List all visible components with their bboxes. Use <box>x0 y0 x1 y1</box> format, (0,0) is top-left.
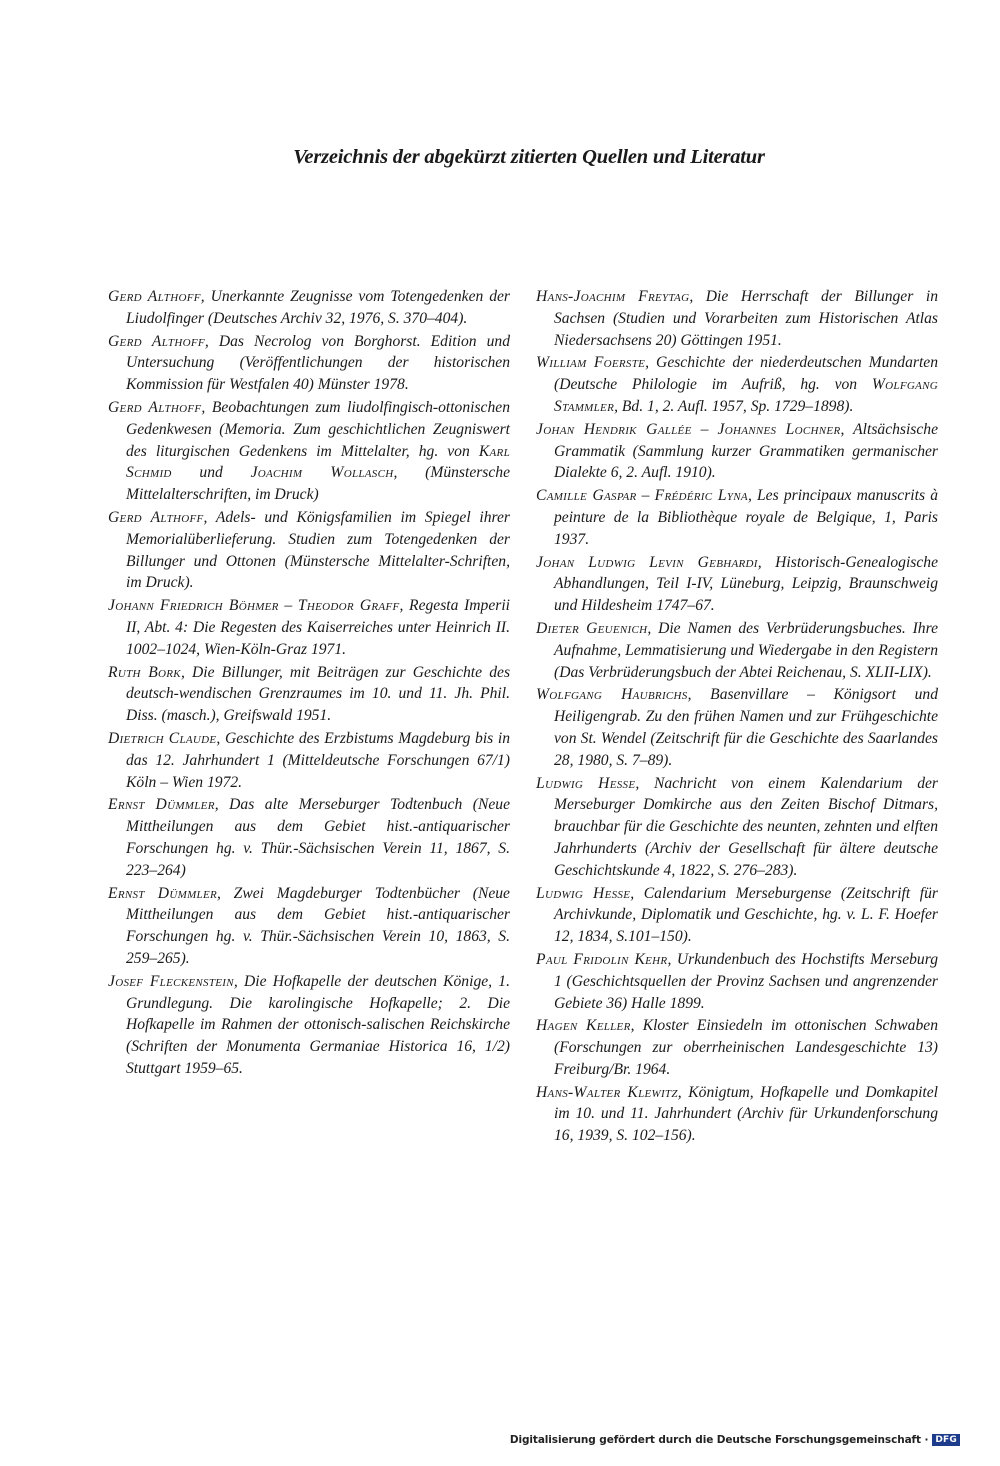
entry-text: , Kloster Einsiedeln im ottonischen Schwaben (Forschungen zur oberrheinischen Landesgeschichte 13) Freiburg/Br. 1964. <box>554 1017 938 1078</box>
entry-text: , Geschichte des Erzbistums Magdeburg bis in das 12. Jahrhundert 1 (Mitteldeutsche Forschungen 67/1) Köln – Wien 1972. <box>126 729 510 791</box>
entry-text: , Les principaux manuscrits à peinture de la Bibliothèque royale de Belgique, 1, Paris 1937. <box>554 487 938 548</box>
entry-coauthor: Theodor Graff <box>297 597 400 615</box>
entry-text: , Nachricht von einem Kalendarium der Merseburger Domkirche aus den Zeiten Bischof Ditmars, brauchbar für die Geschichte des neunten, zehnten und elften Jahrhunderts (Archiv der Gesellschaft für ältere deutsche Geschichtskunde 4, 1822, S. 276–283). <box>554 774 938 879</box>
entry-author: Dietrich Claude <box>108 729 217 747</box>
entry-text: , Adels- und Königsfamilien im Spiegel ihrer Memorialüberlieferung. Studien zum Totengedenken der Billunger und Ottonen (Münstersche Mittelalter-Schriften, im Druck). <box>126 508 510 592</box>
entry-author: Wolfgang Haubrichs <box>536 686 688 704</box>
entry-author: Camille Gaspar <box>536 487 637 505</box>
page-title: Verzeichnis der abgekürzt zitierten Quellen und Literatur <box>293 146 765 168</box>
entry-author: Josef Fleckenstein <box>108 972 234 990</box>
entry-author: Ruth Bork <box>108 663 181 681</box>
entry-coauthor: Johannes Lochner <box>717 420 841 438</box>
bibliography-entry <box>108 507 510 594</box>
entry-text: , Beobachtungen zum liudolfingisch-ottonischen Gedenkwesen (Memoria. Zum geschichtlichen Zeugniswert des liturgischen Gedenkens im Mittelalter, hg. von <box>126 398 510 460</box>
entry-author: Gerd Althoff <box>108 398 202 416</box>
entry-text: , Die Namen des Verbrüderungsbuches. Ihre Aufnahme, Lemmatisierung und Wiedergabe in den Registern (Das Verbrüderungsbuch der Abtei Reichenau, S. XLII-LIX). <box>554 619 938 681</box>
bibliography-entry <box>108 728 510 793</box>
entry-text: , Die Hofkapelle der deutschen Könige, 1. Grundlegung. Die karolingische Hofkapelle; 2. Die Hofkapelle im Rahmen der ottonisch-salischen Reichskirche (Schriften der Monumenta Germaniae Historica 16, 1/2) Stuttgart 1959–65. <box>126 972 511 1077</box>
entry-author: Ludwig Hesse <box>536 774 636 792</box>
bibliography-entry <box>536 552 938 617</box>
bibliography-entry <box>536 485 938 550</box>
entry-editor: Wolfgang Stammler <box>554 376 938 415</box>
bibliography-entry <box>536 684 938 771</box>
entry-coauthor: Frédéric Lyna <box>654 487 748 505</box>
entry-author: Gerd Althoff <box>108 332 205 350</box>
entry-author: Ernst Dümmler <box>108 796 215 814</box>
bibliography-entry <box>108 595 510 660</box>
entry-author: Johann Friedrich Böhmer <box>108 597 279 615</box>
bibliography-column-left <box>108 286 510 1081</box>
digitization-footer <box>510 1434 960 1446</box>
bibliography-entry <box>536 286 938 351</box>
entry-text: , Die Billunger, mit Beiträgen zur Geschichte des deutsch-wendischen Grenzraumes im 10. und 11. Jh. Phil. Diss. (masch.), Greifswald 1951. <box>126 663 511 725</box>
bibliography-entry <box>108 794 510 881</box>
bibliography-entry <box>108 286 510 330</box>
entry-text: , Geschichte der niederdeutschen Mundarten (Deutsche Philologie im Aufriß, hg. von <box>554 354 938 394</box>
bibliography-entry <box>536 352 938 417</box>
entry-author: Paul Fridolin Kehr <box>536 950 668 968</box>
bibliography-entry <box>108 971 510 1080</box>
entry-text: , Die Herrschaft der Billunger in Sachsen (Studien und Vorarbeiten zum Historischen Atlas Niedersachsens 20) Göttingen 1951. <box>554 288 938 349</box>
entry-author: William Foerste <box>536 354 646 372</box>
entry-text: , Regesta Imperii II, Abt. 4: Die Regesten des Kaiserreiches unter Heinrich II. 1002–1024, Wien-Köln-Graz 1971. <box>126 597 511 658</box>
entry-text: , Das alte Merseburger Todtenbuch (Neue Mittheilungen aus dem Gebiet hist.-antiquarischer Forschungen hg. v. Thür.-Sächsischen Verein 11, 1867, S. 223–264) <box>126 796 510 879</box>
entry-text: , Historisch-Genealogische Abhandlungen, Teil I-IV, Lüneburg, Leipzig, Braunschweig und Hildesheim 1747–67. <box>554 553 938 615</box>
bibliography-entry <box>536 419 938 484</box>
bibliography-entry <box>536 773 938 882</box>
entry-text: und <box>171 464 251 482</box>
entry-editor: Karl Schmid <box>126 442 510 482</box>
bibliography-entry <box>108 662 510 727</box>
entry-author: Gerd Althoff <box>108 288 201 305</box>
entry-author: Hans-Walter Klewitz <box>536 1083 678 1101</box>
entry-author: Johan Ludwig Levin Gebhardi <box>536 553 758 571</box>
entry-author: Hagen Keller <box>536 1017 631 1035</box>
bibliography-entry <box>536 618 938 683</box>
entry-text: , Bd. 1, 2. Aufl. 1957, Sp. 1729–1898). <box>614 397 854 415</box>
entry-text: , Das Necrolog von Borghorst. Edition und Untersuchung (Veröffentlichungen der historischen Kommission für Westfalen 40) Münster 1978. <box>126 332 510 394</box>
entry-text: , Urkundenbuch des Hochstifts Merseburg 1 (Geschichtsquellen der Provinz Sachsen und angrenzender Gebiete 36) Halle 1899. <box>554 950 938 1012</box>
bibliography-entry <box>536 883 938 948</box>
entry-text: , (Münstersche Mittelalterschriften, im Druck) <box>126 464 511 504</box>
bibliography-column-right <box>536 286 938 1148</box>
dfg-logo: DFG <box>932 1434 960 1446</box>
bibliography-entry <box>108 397 510 506</box>
entry-author: Ludwig Hesse <box>536 884 631 902</box>
entry-author: Dieter Geuenich <box>536 619 648 637</box>
entry-author: Johan Hendrik Gallée <box>536 420 692 438</box>
entry-author: Gerd Althoff <box>108 508 204 526</box>
bibliography-entry <box>536 949 938 1014</box>
entry-text: , Basenvillare – Königsort und Heiligengrab. Zu den frühen Namen und zur Frühgeschichte von St. Wendel (Zeitschrift für die Geschichte des Saarlandes 28, 1980, S. 7–89). <box>554 686 938 769</box>
entry-text: – <box>278 597 298 615</box>
bibliography-entry <box>536 1082 938 1147</box>
entry-text: , Unerkannte Zeugnisse vom Totengedenken der Liudolfinger (Deutsches Archiv 32, 1976, S. 370–404). <box>126 288 511 327</box>
bibliography-entry <box>108 331 510 396</box>
bibliography-entry <box>536 1015 938 1080</box>
entry-text: – <box>691 420 718 438</box>
footer-text: Digitalisierung gefördert durch die Deutsche Forschungsgemeinschaft · <box>509 1434 929 1446</box>
entry-text: , Zwei Magdeburger Todtenbücher (Neue Mittheilungen aus dem Gebiet hist.-antiquarischer Forschungen hg. v. Thür.-Sächsischen Verein 10, 1863, S. 259–265). <box>126 884 510 967</box>
entry-text: , Königtum, Hofkapelle und Domkapitel im 10. und 11. Jahrhundert (Archiv für Urkundenforschung 16, 1939, S. 102–156). <box>554 1083 938 1145</box>
entry-text: – <box>636 487 655 505</box>
entry-text: , Altsächsische Grammatik (Sammlung kurzer Grammatiken germanischer Dialekte 6, 2. Aufl. 1910). <box>554 420 939 482</box>
entry-editor: Joachim Wollasch <box>250 464 394 482</box>
bibliography-entry <box>108 883 510 970</box>
entry-author: Hans-Joachim Freytag <box>536 288 690 305</box>
entry-author: Ernst Dümmler <box>108 884 217 902</box>
entry-text: , Calendarium Merseburgense (Zeitschrift für Archivkunde, Diplomatik und Geschichte, hg. v. L. F. Hoefer 12, 1834, S.101–150). <box>554 884 939 946</box>
